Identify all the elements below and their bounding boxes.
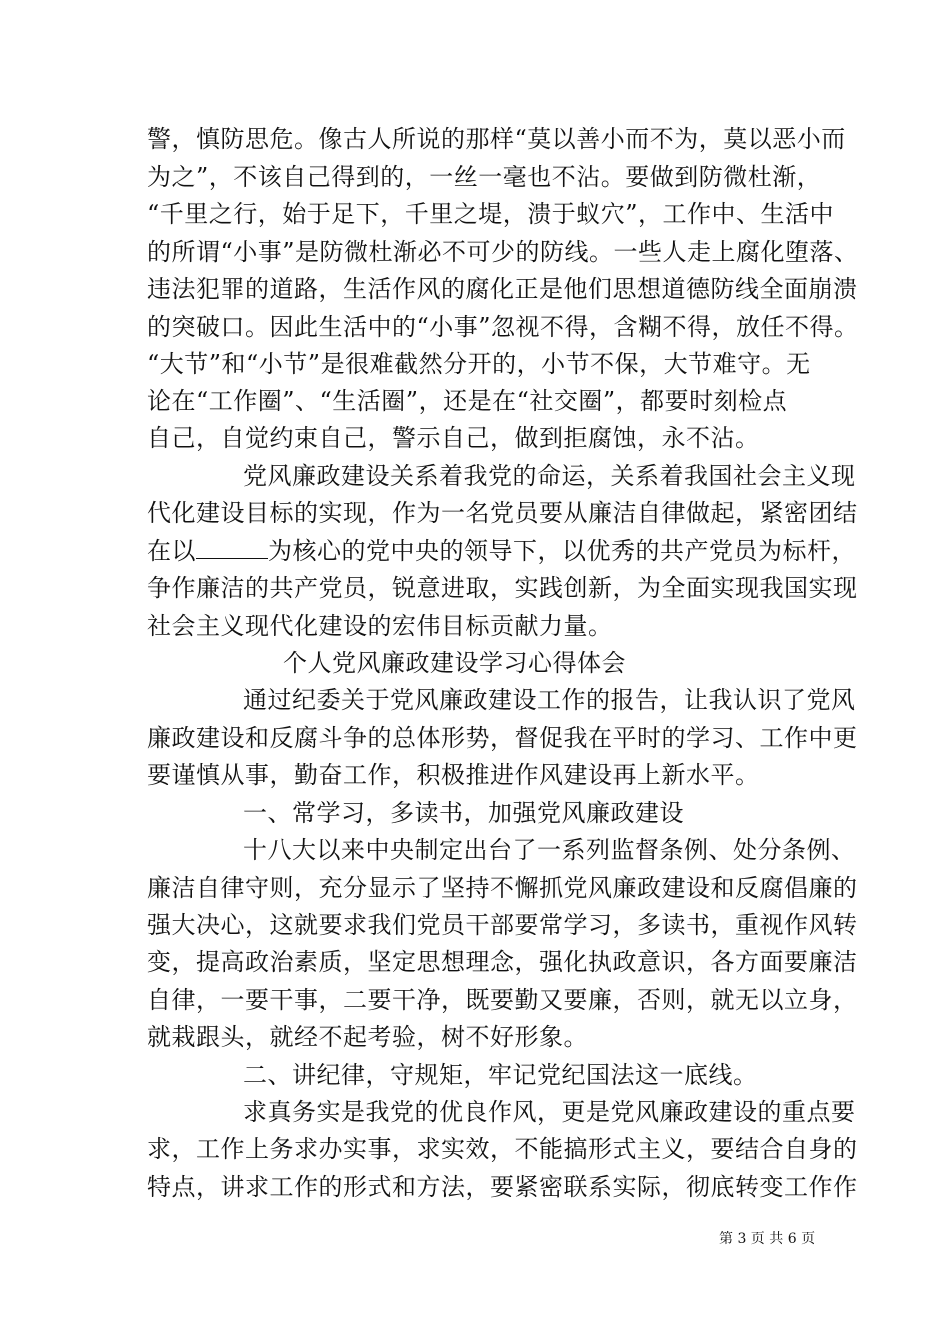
text-segment: 在以: [147, 537, 196, 565]
text-line: 代化建设目标的实现，作为一名党员要从廉洁自律做起，紧密团结: [147, 499, 858, 527]
text-line: 的突破口。因此生活中的“小事”忽视不得，含糊不得，放任不得。: [147, 313, 859, 341]
subsection-heading: 二、讲纪律，守规矩，牢记党纪国法这一底线。: [243, 1061, 758, 1089]
text-line: 社会主义现代化建设的宏伟目标贡献力量。: [147, 612, 613, 640]
text-line: 为之”，不该自己得到的，一丝一毫也不沾。要做到防微杜渐，: [147, 163, 822, 191]
text-line: 论在“工作圈”、“生活圈”，还是在“社交圈”，都要时刻检点: [147, 387, 788, 415]
paragraph-start-line: 党风廉政建设关系着我党的命运，关系着我国社会主义现: [243, 462, 856, 490]
paragraph-start-line: 求真务实是我党的优良作风，更是党风廉政建设的重点要: [243, 1098, 856, 1126]
subsection-heading: 一、常学习，多读书，加强党风廉政建设: [243, 799, 684, 827]
fill-in-blank: [196, 536, 268, 559]
text-line: 的所谓“小事”是防微杜渐必不可少的防线。一些人走上腐化堕落、: [147, 238, 859, 266]
text-line: 争作廉洁的共产党员，锐意进取，实践创新，为全面实现我国实现: [147, 574, 858, 602]
text-line: 要谨慎从事，勤奋工作，积极推进作风建设再上新水平。: [147, 761, 760, 789]
text-line: 警，慎防思危。像古人所说的那样“莫以善小而不为，莫以恶小而: [147, 125, 846, 153]
page-number: 第 3 页 共 6 页: [719, 1231, 816, 1247]
text-line: 违法犯罪的道路，生活作风的腐化正是他们思想道德防线全面崩溃: [147, 275, 858, 303]
text-line: 自律，一要干事，二要干净，既要勤又要廉，否则，就无以立身，: [147, 986, 858, 1014]
paragraph-start-line: 十八大以来中央制定出台了一系列监督条例、处分条例、: [243, 836, 856, 864]
text-line: 廉政建设和反腐斗争的总体形势，督促我在平时的学习、工作中更: [147, 724, 858, 752]
text-line-with-blank: [147, 534, 856, 568]
text-segment: 为核心的党中央的领导下，以优秀的共产党员为标杆，: [268, 537, 856, 565]
text-line: “大节”和“小节”是很难截然分开的，小节不保，大节难守。无: [147, 350, 811, 378]
text-line: 求，工作上务求办实事，求实效，不能搞形式主义，要结合自身的: [147, 1135, 858, 1163]
text-line: 变，提高政治素质，坚定思想理念，强化执政意识，各方面要廉洁: [147, 948, 858, 976]
text-line: 就栽跟头，就经不起考验，树不好形象。: [147, 1023, 588, 1051]
text-line: 廉洁自律守则，充分显示了坚持不懈抓党风廉政建设和反腐倡廉的: [147, 874, 858, 902]
text-line: 特点，讲求工作的形式和方法，要紧密联系实际，彻底转变工作作: [147, 1173, 858, 1201]
text-line: “千里之行，始于足下，千里之堤，溃于蚁穴”，工作中、生活中: [147, 200, 835, 228]
text-line: 强大决心，这就要求我们党员干部要常学习，多读书，重视作风转: [147, 911, 858, 939]
section-title: 个人党风廉政建设学习心得体会: [283, 649, 626, 677]
paragraph-start-line: 通过纪委关于党风廉政建设工作的报告，让我认识了党风: [243, 686, 856, 714]
text-line: 自己，自觉约束自己，警示自己，做到拒腐蚀，永不沾。: [147, 424, 760, 452]
